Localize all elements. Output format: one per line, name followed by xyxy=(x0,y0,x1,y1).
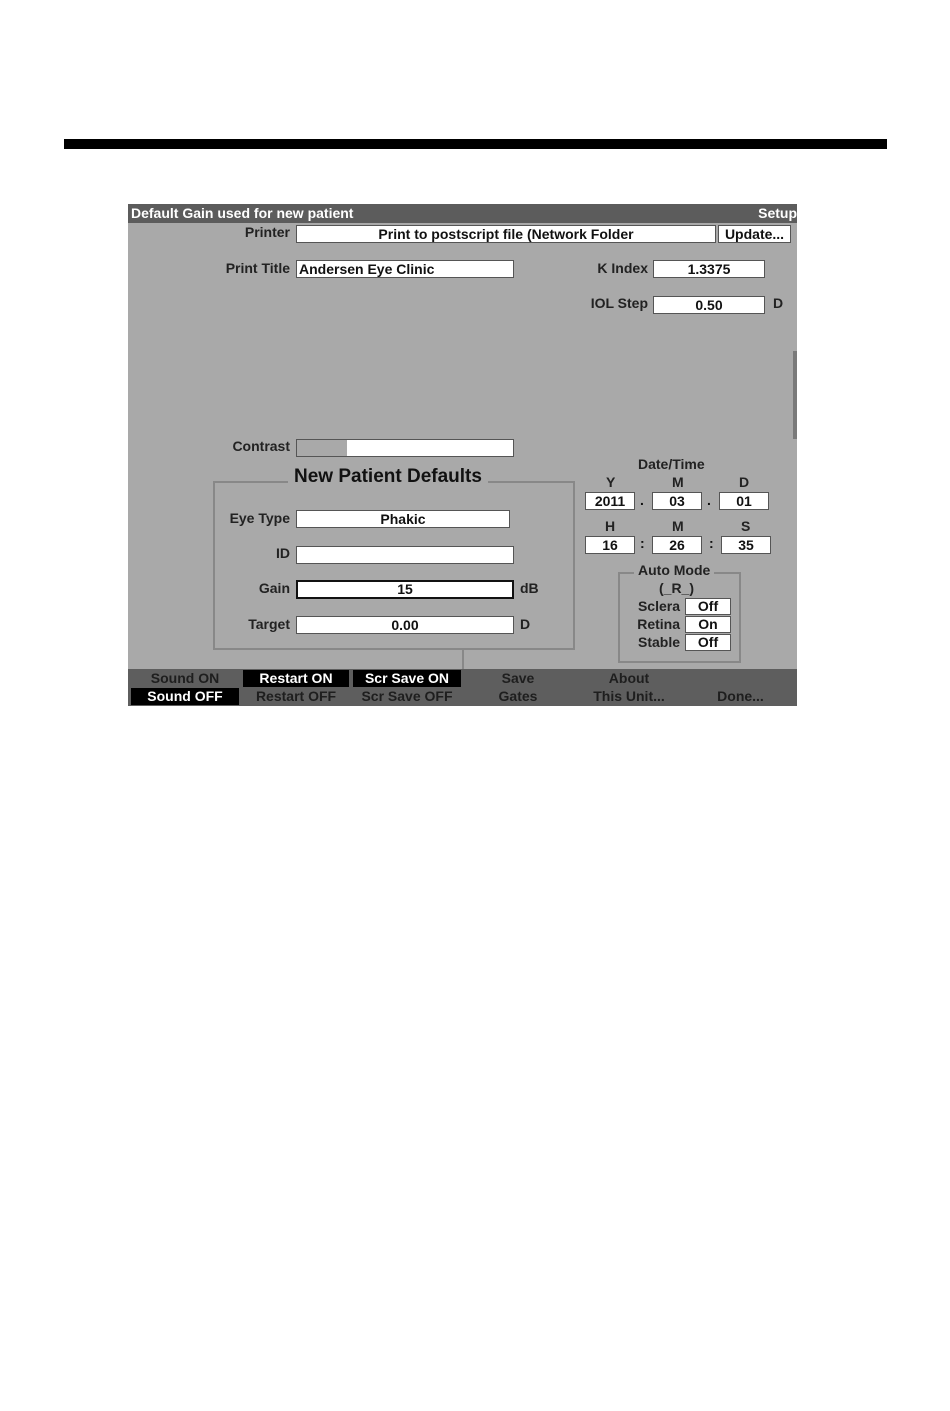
iol-step-field[interactable]: 0.50 xyxy=(653,296,765,314)
eye-type-select[interactable]: Phakic xyxy=(296,510,510,528)
save-gates-button[interactable]: Save xyxy=(501,670,535,686)
restart-on-button[interactable]: Restart ON xyxy=(243,670,349,687)
auto-mode-indicator: (_R_) xyxy=(659,580,695,596)
k-index-field[interactable]: 1.3375 xyxy=(653,260,765,278)
month-label: M xyxy=(672,474,684,490)
print-title-field[interactable]: Andersen Eye Clinic xyxy=(296,260,514,278)
page-header-rule xyxy=(64,139,887,149)
group-divider xyxy=(462,648,464,669)
auto-mode-heading: Auto Mode xyxy=(634,562,714,579)
contrast-slider[interactable] xyxy=(296,439,514,457)
target-label: Target xyxy=(248,616,290,632)
sound-off-button[interactable]: Sound OFF xyxy=(131,688,239,705)
second-label: S xyxy=(741,518,751,534)
gain-unit: dB xyxy=(520,580,539,596)
retina-label: Retina xyxy=(637,616,680,632)
day-field[interactable]: 01 xyxy=(719,492,769,510)
stable-label: Stable xyxy=(637,634,680,650)
hour-label: H xyxy=(605,518,616,534)
restart-off-button[interactable]: Restart OFF xyxy=(255,688,337,704)
about-this-unit-button-line2[interactable]: This Unit... xyxy=(593,688,665,704)
iol-step-label: IOL Step xyxy=(590,295,648,311)
printer-select[interactable]: Print to postscript file (Network Folder xyxy=(296,225,716,243)
print-title-label: Print Title xyxy=(225,260,290,276)
minute-label: M xyxy=(672,518,684,534)
target-field[interactable]: 0.00 xyxy=(296,616,514,634)
month-field[interactable]: 03 xyxy=(652,492,702,510)
scr-save-on-button[interactable]: Scr Save ON xyxy=(353,670,461,687)
setup-screen xyxy=(128,204,797,706)
year-label: Y xyxy=(606,474,616,490)
sclera-label: Sclera xyxy=(637,598,680,614)
gain-label: Gain xyxy=(258,580,290,596)
gain-field[interactable]: 15 xyxy=(296,580,514,599)
target-unit: D xyxy=(520,616,531,632)
id-label: ID xyxy=(276,545,290,561)
year-field[interactable]: 2011 xyxy=(585,492,635,510)
retina-toggle[interactable]: On xyxy=(685,616,731,633)
scrollbar[interactable] xyxy=(793,351,797,439)
date-separator: . xyxy=(707,492,711,508)
eye-type-label: Eye Type xyxy=(229,510,290,526)
printer-label: Printer xyxy=(244,224,290,240)
id-field[interactable] xyxy=(296,546,514,564)
hour-field[interactable]: 16 xyxy=(585,536,635,554)
k-index-label: K Index xyxy=(597,260,648,276)
minute-field[interactable]: 26 xyxy=(652,536,702,554)
stable-toggle[interactable]: Off xyxy=(685,634,731,651)
done-button[interactable]: Done... xyxy=(717,688,764,704)
sound-on-button[interactable]: Sound ON xyxy=(150,670,220,686)
softkey-bar xyxy=(128,669,797,706)
status-text: Default Gain used for new patient xyxy=(131,205,354,221)
iol-step-unit: D xyxy=(773,295,784,311)
sclera-toggle[interactable]: Off xyxy=(685,598,731,615)
status-bar xyxy=(128,204,797,223)
printer-update-button[interactable]: Update... xyxy=(718,225,791,243)
time-separator: : xyxy=(640,535,645,551)
about-this-unit-button[interactable]: About xyxy=(608,670,650,686)
time-separator: : xyxy=(709,535,714,551)
scr-save-off-button[interactable]: Scr Save OFF xyxy=(361,688,453,704)
contrast-label: Contrast xyxy=(232,438,290,454)
date-time-heading: Date/Time xyxy=(638,456,705,472)
contrast-level-fill xyxy=(297,440,347,456)
save-gates-button-line2[interactable]: Gates xyxy=(498,688,538,704)
second-field[interactable]: 35 xyxy=(721,536,771,554)
day-label: D xyxy=(739,474,750,490)
mode-label: Setup xyxy=(758,205,797,221)
new-patient-defaults-heading: New Patient Defaults xyxy=(288,466,488,488)
date-separator: . xyxy=(640,492,644,508)
